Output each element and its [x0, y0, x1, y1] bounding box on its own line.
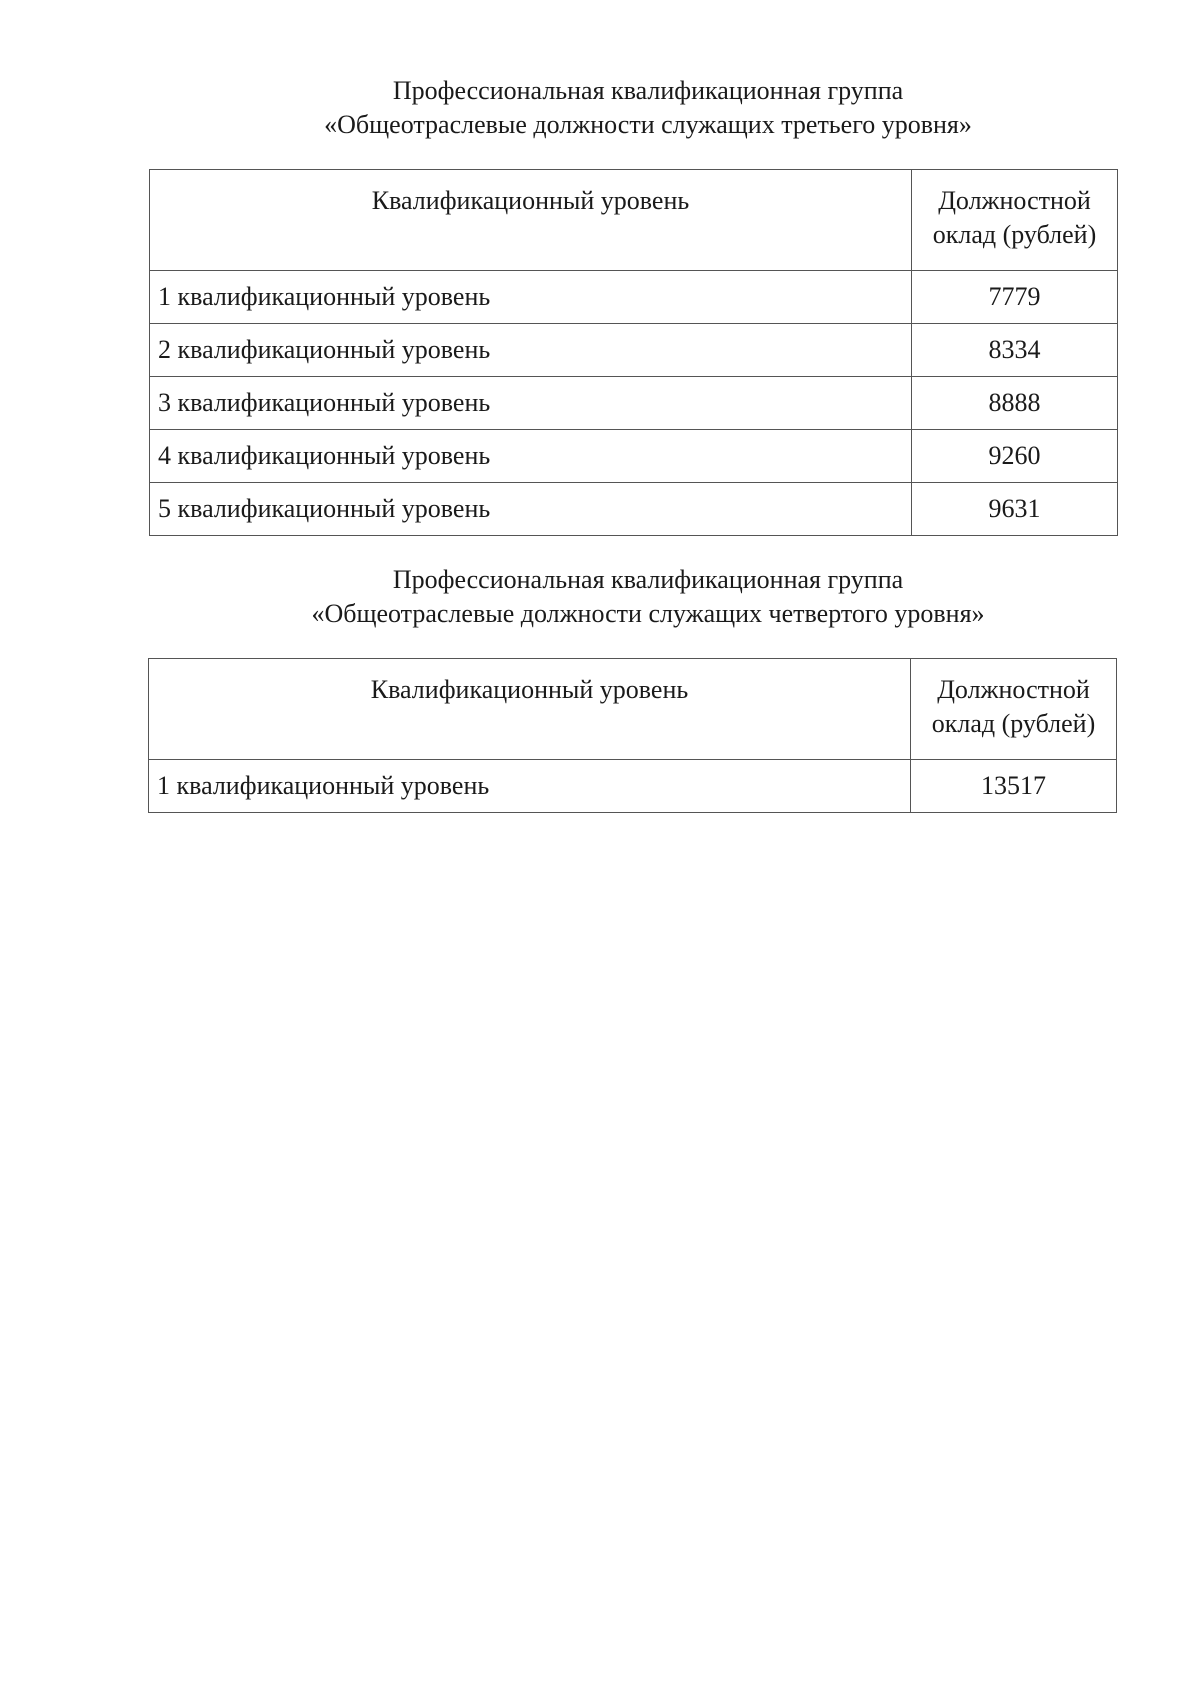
level-cell: 5 квалификационный уровень	[150, 483, 912, 536]
column-header-salary	[911, 659, 1117, 760]
level-cell: 4 квалификационный уровень	[150, 430, 912, 483]
table-row	[150, 483, 1118, 536]
column-header-level: Квалификационный уровень	[149, 659, 911, 760]
column-header-salary-line-2: оклад (рублей)	[932, 220, 1097, 249]
section-1-heading-line-1: Профессиональная квалификационная группа	[392, 76, 904, 105]
salary-cell: 9260	[912, 430, 1118, 483]
level-cell: 1 квалификационный уровень	[150, 271, 912, 324]
table-header-row	[150, 170, 1118, 271]
section-1-salary-table	[149, 169, 1118, 536]
section-2-salary-table	[148, 658, 1117, 813]
table-row	[150, 377, 1118, 430]
table-row	[149, 760, 1117, 813]
column-header-salary-line-1: Должностной	[938, 186, 1091, 215]
section-1-heading-line-2: «Общеотраслевые должности служащих третьего уровня»	[324, 110, 972, 139]
salary-cell: 8888	[912, 377, 1118, 430]
section-2-heading-line-2: «Общеотраслевые должности служащих четвертого уровня»	[311, 599, 985, 628]
column-header-salary-line-2: оклад (рублей)	[931, 709, 1096, 738]
column-header-salary	[912, 170, 1118, 271]
salary-cell: 13517	[911, 760, 1117, 813]
section-2-heading	[48, 563, 1200, 631]
table-row	[150, 324, 1118, 377]
column-header-salary-line-1: Должностной	[937, 675, 1090, 704]
column-header-level: Квалификационный уровень	[150, 170, 912, 271]
table-header-row	[149, 659, 1117, 760]
level-cell: 1 квалификационный уровень	[149, 760, 911, 813]
salary-cell: 8334	[912, 324, 1118, 377]
salary-cell: 7779	[912, 271, 1118, 324]
level-cell: 2 квалификационный уровень	[150, 324, 912, 377]
salary-cell: 9631	[912, 483, 1118, 536]
table-row	[150, 271, 1118, 324]
section-2-heading-line-1: Профессиональная квалификационная группа	[392, 565, 904, 594]
section-1-heading	[48, 74, 1200, 142]
level-cell: 3 квалификационный уровень	[150, 377, 912, 430]
table-row	[150, 430, 1118, 483]
